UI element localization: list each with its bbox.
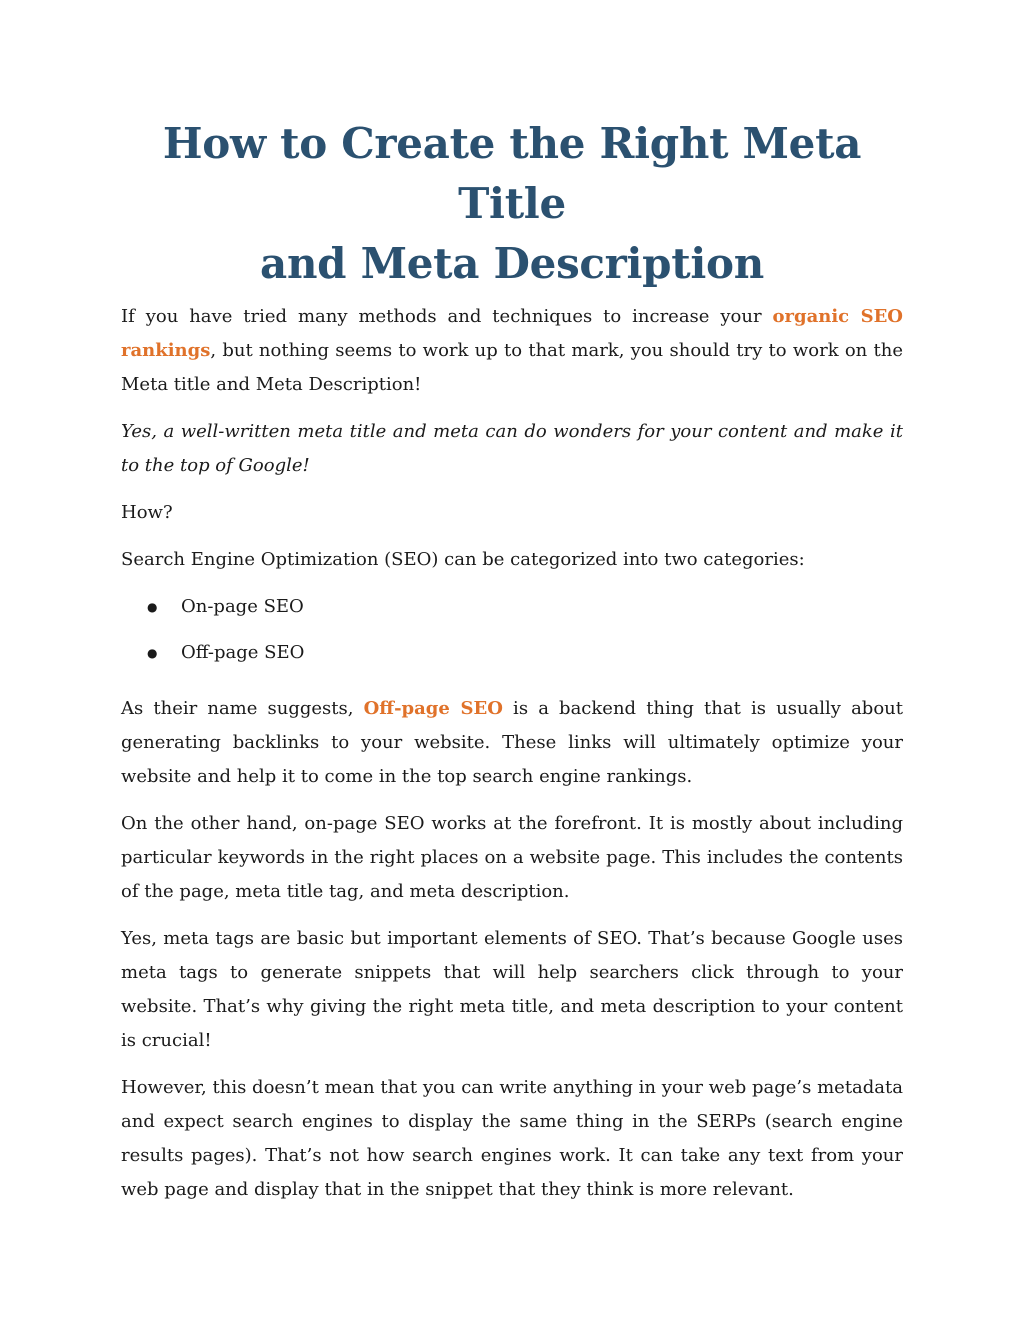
metatags-paragraph: Yes, meta tags are basic but important elements of SEO. That’s because Google uses meta tags to generate snippets that will help searchers click through to your website. That’s why giving the right meta title, and meta description to your content is crucial!: [121, 928, 903, 1051]
offpage-text-after: is a backend thing that is usually about generating backlinks to your website. These links will ultimately optimize your website and help it to come in the top search engine rankings.: [121, 698, 903, 787]
page-title: [121, 114, 903, 294]
seo-categories-list: [121, 590, 903, 670]
organic-seo-link[interactable]: organic SEO rankings: [121, 306, 903, 361]
intro-paragraph: [121, 300, 903, 402]
however-paragraph: However, this doesn’t mean that you can write anything in your web page’s metadata and expect search engines to display the same thing in the SERPs (search engine results pages). That’s not how search engines work. It can take any text from your web page and display that in the snippet that they think is more relevant.: [121, 1077, 903, 1200]
list-item: [121, 590, 903, 624]
how-paragraph: How?: [121, 502, 173, 523]
offpage-seo-link[interactable]: Off-page SEO: [363, 698, 503, 719]
onpage-paragraph: On the other hand, on-page SEO works at the forefront. It is mostly about including particular keywords in the right places on a website page. This includes the contents of the page, meta title tag, and meta description.: [121, 813, 903, 902]
title-line-2: and Meta Description: [260, 239, 764, 288]
intro-text-before: If you have tried many methods and techniques to increase your: [121, 306, 773, 327]
title-line-1: How to Create the Right Meta Title: [162, 119, 862, 228]
document-page: [121, 114, 903, 1220]
offpage-paragraph: [121, 692, 903, 794]
list-item-label: On-page SEO: [181, 596, 304, 617]
italic-paragraph: Yes, a well-written meta title and meta can do wonders for your content and make it to the top of Google!: [121, 421, 903, 476]
bullet-icon: ●: [147, 600, 158, 614]
bullet-icon: ●: [147, 646, 158, 660]
list-item: [121, 636, 903, 670]
categories-paragraph: Search Engine Optimization (SEO) can be categorized into two categories:: [121, 549, 805, 570]
list-item-label: Off-page SEO: [181, 642, 305, 663]
offpage-text-before: As their name suggests,: [121, 698, 364, 719]
intro-text-after: , but nothing seems to work up to that mark, you should try to work on the Meta title and Meta Description!: [121, 340, 903, 395]
